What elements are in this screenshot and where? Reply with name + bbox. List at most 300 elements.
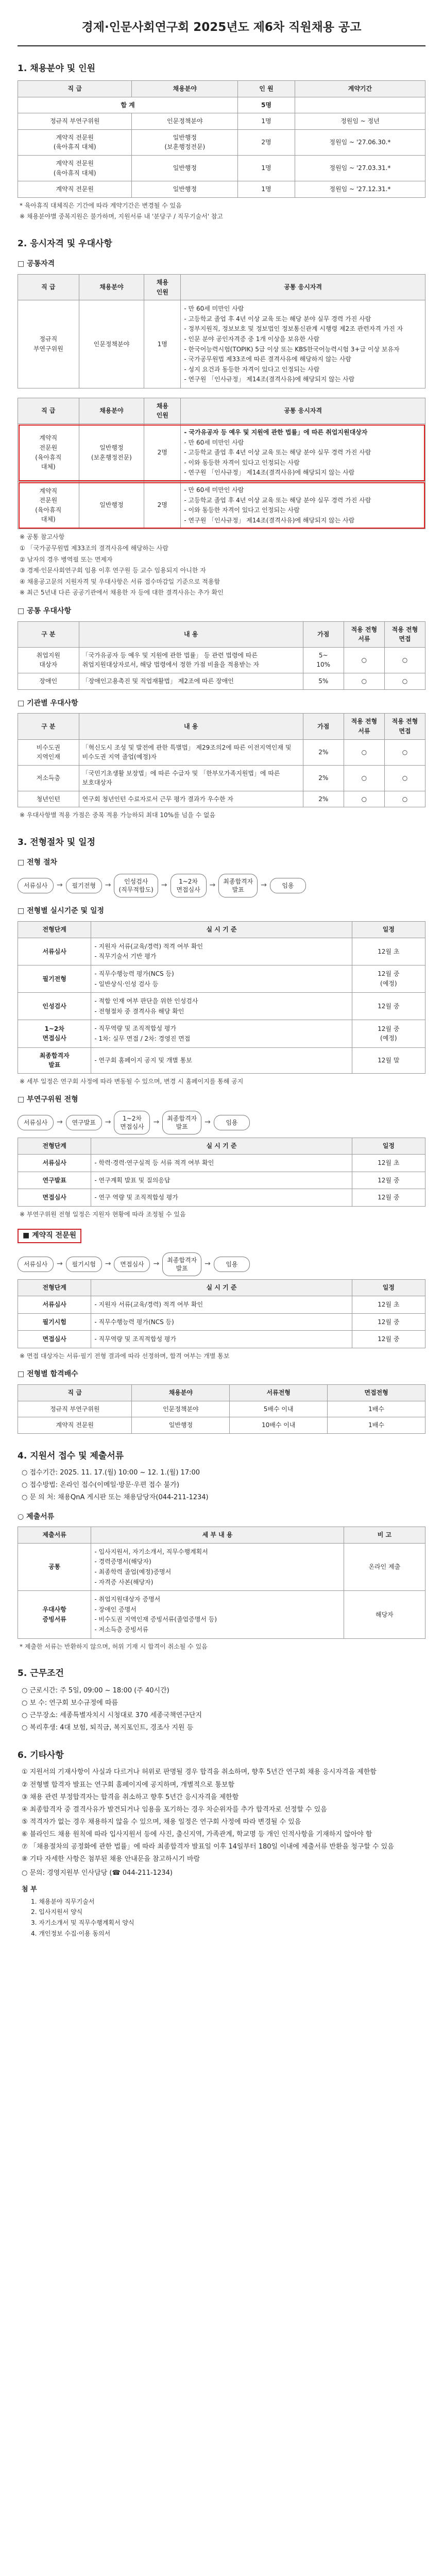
th-c-date: 일정 <box>352 1280 425 1296</box>
table-cell: 계약직 전문원 (육아휴직 대체) <box>18 155 132 181</box>
criteria-cell <box>91 1189 352 1207</box>
table-cell: 1명 <box>238 181 295 198</box>
th-q2-field: 채용분야 <box>79 398 144 423</box>
research-flow <box>18 1111 425 1134</box>
criteria-list <box>94 1024 348 1043</box>
arrow-icon: → <box>153 1260 160 1268</box>
multiplier-heading: □ 전형별 합격배수 <box>18 1370 78 1379</box>
notice-item: ② 전형별 합격자 발표는 연구회 홈페이지에 공지하며, 개별적으로 통보함 <box>22 1781 235 1789</box>
doc-list <box>94 1595 340 1634</box>
table-cell: 비수도권 지역인재 <box>18 739 79 765</box>
th-q-grade: 직 급 <box>18 274 79 300</box>
criteria-cell <box>91 1331 352 1348</box>
table-cell: 정규직 부연구위원 <box>18 113 132 130</box>
table-cell: 면접심사 <box>18 1189 91 1207</box>
note-line: ※ 최근 5년내 다른 공공기관에서 채용한 자 등에 대한 결격사유는 추가 확인 <box>20 589 224 597</box>
criteria-item: - 직무수행능력 평가(NCS 등) <box>94 1317 348 1327</box>
table-row <box>18 1543 425 1590</box>
table-cell: 정규직 부연구위원 <box>18 1401 132 1417</box>
info-line: ○ 문 의 처: 채용QnA 게시판 또는 채용담당자(044-211-1234) <box>22 1494 209 1502</box>
th-p-int: 적용 전형 면접 <box>384 621 425 647</box>
table-cell: 저소득층 <box>18 765 79 791</box>
total-count: 5명 <box>238 97 295 113</box>
contract-table <box>18 1279 425 1348</box>
table-row <box>18 1020 425 1047</box>
th-m-doc: 서류전형 <box>230 1385 328 1401</box>
q3-count: 2명 <box>144 482 181 529</box>
table-cell: 12월 중 (예정) <box>352 965 425 992</box>
criteria-cell <box>91 938 352 965</box>
table-row <box>18 673 425 690</box>
doc-item: - 취업지원대상자 증명서 <box>94 1595 340 1604</box>
note-line: ① 「국가공무원법 제33조의 결격사유에 해당하는 사람 <box>20 545 168 552</box>
criteria-item: - 직무수행능력 평가(NCS 등) <box>94 969 348 979</box>
table-row <box>18 993 425 1020</box>
process-step: 1~2차 면접심사 <box>114 1111 150 1134</box>
table-cell: 공통 <box>18 1543 91 1590</box>
arrow-icon: → <box>105 881 111 890</box>
table-cell: 12월 중 <box>352 1313 425 1331</box>
th-field: 채용분야 <box>132 80 238 97</box>
arrow-icon: → <box>153 1118 160 1127</box>
table-row <box>18 1189 425 1207</box>
table-cell: 12월 중 <box>352 1189 425 1207</box>
table-cell: 5배수 이내 <box>230 1401 328 1417</box>
arrow-icon: → <box>209 881 216 890</box>
note-line: * 육아휴직 대체직은 기간에 따라 계약기간은 변경될 수 있음 <box>20 201 182 209</box>
process-step: 서류심사 <box>18 1257 54 1272</box>
table-cell: ○ <box>384 765 425 791</box>
table-cell: 면접심사 <box>18 1331 91 1348</box>
criteria-item: - 1차: 실무 면접 / 2차: 경영진 면접 <box>94 1034 348 1044</box>
arrow-icon: → <box>205 1118 211 1127</box>
qual-item: - 연구원 「인사규정」 제14조(결격사유)에 해당되지 않는 사람 <box>184 468 422 478</box>
table-cell: 12월 초 <box>352 1154 425 1172</box>
criteria-cell <box>91 993 352 1020</box>
contract-flow <box>18 1252 425 1276</box>
schedule-note: ※ 세부 일정은 연구회 사정에 따라 변동될 수 있으며, 변경 시 홈페이지를 통해 공지 <box>20 1077 244 1085</box>
criteria-list <box>94 1317 348 1327</box>
process-step: 임용 <box>270 878 306 893</box>
info-line: ○ 접수기간: 2025. 11. 17.(월) 10:00 ~ 12. 1.(월) 17:00 <box>22 1469 200 1477</box>
table-cell: 연구회 청년인턴 수료자로서 근무 평가 결과가 우수한 자 <box>79 791 303 807</box>
th-s-criteria: 실 시 기 준 <box>91 922 352 938</box>
th-count: 인 원 <box>238 80 295 97</box>
th-r-stage: 전형단계 <box>18 1138 91 1155</box>
attachment-item: 2. 입사지원서 양식 <box>31 1908 83 1916</box>
notice-item: ④ 최종합격자 중 결격사유가 발견되거나 임용을 포기하는 경우 차순위자를 추가 합격자로 선정할 수 있음 <box>22 1805 327 1814</box>
criteria-list <box>94 969 348 989</box>
table-cell: 일반행정 <box>132 155 238 181</box>
table-cell: ○ <box>344 791 384 807</box>
table-row <box>18 965 425 992</box>
th-m-int: 면접전형 <box>328 1385 425 1401</box>
table-cell: 필기시험 <box>18 1313 91 1331</box>
process-step: 서류심사 <box>18 878 54 893</box>
table-cell: 1배수 <box>328 1417 425 1434</box>
table-row <box>18 181 425 198</box>
qual-item: - 연구원 「인사규정」 제14조(결격사유)에 해당되지 않는 사람 <box>184 375 422 384</box>
table-cell: 12월 말 <box>352 1047 425 1073</box>
table-cell: 2% <box>303 739 344 765</box>
table-cell: 정원임 ~ '27.12.31.* <box>295 181 425 198</box>
th-s-date: 일정 <box>352 922 425 938</box>
table-cell: ○ <box>344 673 384 690</box>
table-cell: 온라인 제출 <box>344 1543 425 1590</box>
table-cell: 12월 중 (예정) <box>352 1020 425 1047</box>
criteria-item: - 직무역량 및 조직적합성 평가 <box>94 1334 348 1344</box>
doc-item: - 입사지원서, 자기소개서, 직무수행계획서 <box>94 1547 340 1557</box>
th-q-count: 채용 인원 <box>144 274 181 300</box>
section-3-heading: 3. 전형절차 및 일정 <box>18 837 95 848</box>
qual-item: - 국가공무원법 제33조에 따른 결격사유에 해당하지 않는 사람 <box>184 354 422 364</box>
info-line: ○ 복리후생: 4대 보험, 퇴직금, 복지포인트, 경조사 지원 등 <box>22 1723 194 1732</box>
th-p-doc: 적용 전형 서류 <box>344 621 384 647</box>
table-cell: 일반행정 (보훈행정전문) <box>132 129 238 155</box>
inst-pref-table <box>18 713 425 807</box>
process-step: 최종합격자 발표 <box>218 874 258 897</box>
qual-item: - 만 60세 미만인 사람 <box>184 304 422 314</box>
table-cell: 최종합격자 발표 <box>18 1047 91 1073</box>
recruit-table <box>18 80 425 198</box>
table-cell: 1명 <box>238 155 295 181</box>
doc-item: - 저소득층 증빙서류 <box>94 1625 340 1635</box>
process-step: 1~2차 면접심사 <box>171 874 207 897</box>
table-cell: ○ <box>384 739 425 765</box>
table-row <box>18 739 425 765</box>
table-cell: 2명 <box>238 129 295 155</box>
criteria-item: - 일반상식·인성 검사 등 <box>94 979 348 989</box>
q3-field: 일반행정 <box>79 482 144 529</box>
doc-item: - 최종학력 졸업(예정)증명서 <box>94 1567 340 1577</box>
arrow-icon: → <box>57 1118 63 1127</box>
research-heading: □ 부연구위원 전형 <box>18 1095 78 1104</box>
table-row <box>18 1401 425 1417</box>
docs-heading: ○ 제출서류 <box>18 1512 55 1521</box>
doc-cell <box>91 1543 344 1590</box>
th-m-grade: 직 급 <box>18 1385 132 1401</box>
table-cell: 「국민기초생활 보장법」에 따른 수급자 및 「한부모가족지원법」에 따른 보호대상자 <box>79 765 303 791</box>
table-row <box>18 1313 425 1331</box>
table-cell: 1배수 <box>328 1401 425 1417</box>
th-i-content: 내 용 <box>79 714 303 739</box>
table-row <box>18 129 425 155</box>
th-s-stage: 전형단계 <box>18 922 91 938</box>
process-flow <box>18 874 425 897</box>
table-cell: ○ <box>344 647 384 673</box>
table-cell: ○ <box>344 739 384 765</box>
th-i-int: 적용 전형 면접 <box>384 714 425 739</box>
table-row <box>18 647 425 673</box>
criteria-item: - 직무기술서 기반 평가 <box>94 952 348 961</box>
criteria-list <box>94 1056 348 1065</box>
research-note: ※ 부연구위원 전형 일정은 지원자 현황에 따라 조정될 수 있음 <box>20 1210 186 1218</box>
arrow-icon: → <box>57 1260 63 1268</box>
q3-grade: 계약직 전문원 (육아휴직 대체) <box>18 482 79 529</box>
criteria-cell <box>91 1020 352 1047</box>
arrow-icon: → <box>261 881 267 890</box>
schedule-heading: □ 전형별 실시기준 및 일정 <box>18 907 104 916</box>
doc-cell <box>91 1591 344 1638</box>
criteria-item: - 지원자 서류(교육/경력) 적격 여부 확인 <box>94 1300 348 1310</box>
th-d-detail: 세 부 내 용 <box>91 1527 344 1544</box>
criteria-item: - 지원자 서류(교육/경력) 적격 여부 확인 <box>94 942 348 952</box>
process-step: 인성검사 (직무적합도) <box>114 874 158 897</box>
attachment-item: 4. 개인정보 수집·이용 동의서 <box>31 1929 111 1937</box>
doc-item: - 자격증 사본(해당자) <box>94 1578 340 1587</box>
info-line: ○ 보 수: 연구회 보수규정에 따름 <box>22 1699 118 1707</box>
info-line: ○ 근로시간: 주 5일, 09:00 ~ 18:00 (주 40시간) <box>22 1686 169 1694</box>
criteria-item: - 전형절차 중 결격사유 해당 확인 <box>94 1007 348 1016</box>
table-cell: 서류심사 <box>18 1296 91 1313</box>
table-cell: 우대사항 증빙서류 <box>18 1591 91 1638</box>
table-row <box>18 1154 425 1172</box>
criteria-item: - 연구 역량 및 조직적합성 평가 <box>94 1193 348 1202</box>
inst-pref-heading: □ 기관별 우대사항 <box>18 699 78 707</box>
criteria-list <box>94 1176 348 1185</box>
qual-item: - 이와 동등한 자격이 있다고 인정되는 사람 <box>184 505 422 515</box>
pref-table <box>18 621 425 690</box>
th-p-name: 구 분 <box>18 621 79 647</box>
table-cell: 필기전형 <box>18 965 91 992</box>
common-qual-heading: □ 공통자격 <box>18 260 55 268</box>
process-step: 최종합격자 발표 <box>162 1252 201 1276</box>
table-cell: ○ <box>384 791 425 807</box>
table-cell: 장애인 <box>18 673 79 690</box>
th-q2-grade: 직 급 <box>18 398 79 423</box>
qual-item: - 고등학교 졸업 후 4년 이상 교육 또는 해당 분야 실무 경력 가진 사람 <box>184 314 422 324</box>
table-cell: 서류심사 <box>18 938 91 965</box>
info-line: ○ 접수방법: 온라인 접수(이메일·방문·우편 접수 불가) <box>22 1481 179 1489</box>
attach-title: 첨 부 <box>22 1885 37 1893</box>
th-r-date: 일정 <box>352 1138 425 1155</box>
contract-heading: ■ 계약직 전문원 <box>18 1229 81 1243</box>
qual-item: - 고등학교 졸업 후 4년 이상 교육 또는 해당 분야 실무 경력 가진 사람 <box>184 496 422 505</box>
table-row <box>18 1591 425 1638</box>
table-cell: 정원임 ~ '27.06.30.* <box>295 129 425 155</box>
note-line: ※ 채용분야별 중복지원은 불가하며, 지원서류 내 '분당구 / 직무기술서' 참고 <box>20 213 224 221</box>
th-c-stage: 전형단계 <box>18 1280 91 1296</box>
criteria-list <box>94 1334 348 1344</box>
arrow-icon: → <box>105 1260 111 1268</box>
qual-item: - 정부지원직, 정보보호 및 정보법인 정보통신관계 시행령 제2조 관련자격 가진 자 <box>184 324 422 334</box>
table-cell: 1~2차 면접심사 <box>18 1020 91 1047</box>
contract-note: ※ 면접 대상자는 서류·필기 전형 결과에 따라 선정하며, 합격 여부는 개별 통보 <box>20 1352 230 1360</box>
notice-item: ③ 채용 관련 부정합격자는 합격을 취소하고 향후 5년간 응시자격을 제한함 <box>22 1793 239 1801</box>
arrow-icon: → <box>105 1118 111 1127</box>
arrow-icon: → <box>161 881 167 890</box>
criteria-list <box>94 942 348 961</box>
criteria-list <box>94 1300 348 1310</box>
table-cell: ○ <box>384 647 425 673</box>
criteria-cell <box>91 1047 352 1073</box>
table-cell: 5~ 10% <box>303 647 344 673</box>
notice-item: ⑦ 「채용절차의 공정화에 관한 법률」에 따라 최종합격자 발표일 이후 14일부터 180일 이내에 제출서류 반환을 청구할 수 있음 <box>22 1843 394 1851</box>
arrow-icon: → <box>205 1260 211 1268</box>
table-cell: 2% <box>303 765 344 791</box>
criteria-list <box>94 996 348 1016</box>
process-step: 임용 <box>214 1257 250 1272</box>
th-i-doc: 적용 전형 서류 <box>344 714 384 739</box>
th-grade: 직 급 <box>18 80 132 97</box>
qual-item: - 연구원 「인사규정」 제14조(결격사유)에 해당되지 않는 사람 <box>184 516 422 526</box>
note-line: ② 남자의 경우 병역필 또는 면제자 <box>20 555 113 563</box>
doc-item: - 경력증명서(해당자) <box>94 1557 340 1567</box>
process-step: 필기전형 <box>66 878 102 893</box>
table-row <box>18 1296 425 1313</box>
process-step: 임용 <box>214 1115 250 1130</box>
table-cell: 「국가유공자 등 예우 및 지원에 관한 법률」 등 관련 법령에 따른 취업지원대상자로서, 해당 법령에서 정한 가점 비율을 적용받는 자 <box>79 647 303 673</box>
th-m-field: 채용분야 <box>132 1385 230 1401</box>
table-cell: 12월 중 <box>352 1331 425 1348</box>
table-cell: 12월 초 <box>352 938 425 965</box>
attachment-item: 1. 채용분야 직무기술서 <box>31 1897 95 1905</box>
notice-item: ① 지원서의 기재사항이 사실과 다르거나 허위로 판명될 경우 합격을 취소하며, 향후 5년간 연구회 채용 응시자격을 제한함 <box>22 1768 377 1776</box>
qual-table-contract <box>18 398 425 530</box>
table-cell: 일반행정 <box>132 1417 230 1434</box>
criteria-cell <box>91 1296 352 1313</box>
section-6-heading: 6. 기타사항 <box>18 1750 64 1761</box>
arrow-icon: → <box>57 881 63 890</box>
criteria-cell <box>91 1154 352 1172</box>
criteria-cell <box>91 965 352 992</box>
table-cell: 「장애인고용촉진 및 직업재활법」 제2조에 따른 장애인 <box>79 673 303 690</box>
th-q-qual: 공통 응시자격 <box>181 274 425 300</box>
criteria-item: - 적합 인재 여부 판단을 위한 인성검사 <box>94 996 348 1006</box>
research-table <box>18 1138 425 1206</box>
qual-item: - 이와 동등한 자격이 있다고 인정되는 사람 <box>184 458 422 468</box>
table-row <box>18 1331 425 1348</box>
doc-item: - 장애인 증명서 <box>94 1605 340 1615</box>
table-cell: 정원임 ~ '27.03.31.* <box>295 155 425 181</box>
table-cell: 「혁신도시 조성 및 발전에 관한 특별법」 제29조의2에 따른 이전지역인재 및 비수도권 지역 졸업(예정)자 <box>79 739 303 765</box>
table-cell: ○ <box>384 673 425 690</box>
criteria-cell <box>91 1172 352 1189</box>
note-line: ※ 공통 참고사항 <box>20 533 65 541</box>
table-cell: 12월 초 <box>352 1296 425 1313</box>
th-q2-qual: 공통 응시자격 <box>181 398 425 423</box>
total-label: 합 계 <box>18 97 238 113</box>
docs-note: * 제출한 서류는 반환하지 않으며, 허위 기재 시 합격이 취소될 수 있음 <box>20 1642 208 1650</box>
q1-count: 1명 <box>144 300 181 388</box>
q2-grade: 계약직 전문원 (육아휴직 대체) <box>18 424 79 482</box>
table-cell: 5% <box>303 673 344 690</box>
table-row <box>18 1417 425 1434</box>
th-r-criteria: 실 시 기 준 <box>91 1138 352 1155</box>
info-line: ○ 근무장소: 세종특별자치시 시청대로 370 세종국책연구단지 <box>22 1711 202 1719</box>
table-cell: 1명 <box>238 113 295 130</box>
notice-item: ⑥ 블라인드 채용 원칙에 따라 입사지원서 등에 사진, 출신지역, 가족관계, 학교명 등 개인 인적사항을 기재하지 않아야 함 <box>22 1831 372 1839</box>
q2-field: 일반행정 (보훈행정전문) <box>79 424 144 482</box>
process-step: 서류심사 <box>18 1115 54 1130</box>
table-cell: 인문정책분야 <box>132 1401 230 1417</box>
section-5-heading: 5. 근무조건 <box>18 1668 64 1679</box>
schedule-table <box>18 921 425 1074</box>
process-step: 면접심사 <box>114 1257 150 1272</box>
table-cell: 서류심사 <box>18 1154 91 1172</box>
doc-list <box>94 1547 340 1587</box>
q2-count: 2명 <box>144 424 181 482</box>
criteria-list <box>94 1193 348 1202</box>
table-cell: 취업지원 대상자 <box>18 647 79 673</box>
th-d-remark: 비 고 <box>344 1527 425 1544</box>
criteria-cell <box>91 1313 352 1331</box>
th-i-point: 가점 <box>303 714 344 739</box>
page-title: 경제·인문사회연구회 2025년도 제6차 직원채용 공고 <box>18 13 425 46</box>
th-p-content: 내 용 <box>79 621 303 647</box>
notice-item: ⑤ 적격자가 없는 경우 채용하지 않을 수 있으며, 채용 일정은 연구회 사정에 따라 변경될 수 있음 <box>22 1818 301 1826</box>
section-4-heading: 4. 지원서 접수 및 제출서류 <box>18 1450 124 1461</box>
table-cell: 계약직 전문원 <box>18 181 132 198</box>
q1-grade: 정규직 부연구위원 <box>18 300 79 388</box>
table-row <box>18 155 425 181</box>
table-cell: 해당자 <box>344 1591 425 1638</box>
table-cell: 10배수 이내 <box>230 1417 328 1434</box>
criteria-list <box>94 1158 348 1168</box>
criteria-item: - 학력·경력·연구실적 등 서류 적격 여부 확인 <box>94 1158 348 1168</box>
qual-table <box>18 274 425 388</box>
notice-item: ⑧ 기타 자세한 사항은 첨부된 채용 안내문을 참고하시기 바람 <box>22 1855 200 1863</box>
table-cell: 2% <box>303 791 344 807</box>
process-step: 최종합격자 발표 <box>162 1111 201 1134</box>
table-row <box>18 791 425 807</box>
criteria-item: - 연구계획 발표 및 질의응답 <box>94 1176 348 1185</box>
th-p-point: 가점 <box>303 621 344 647</box>
th-period: 계약기간 <box>295 80 425 97</box>
table-cell: 인성검사 <box>18 993 91 1020</box>
table-cell: 12월 중 <box>352 993 425 1020</box>
qual-item: - 만 60세 미만인 사람 <box>184 485 422 495</box>
table-cell: 계약직 전문원 <box>18 1417 132 1434</box>
doc-item: - 비수도권 지역인재 증빙서류(졸업증명서 등) <box>94 1615 340 1624</box>
table-row <box>18 1047 425 1073</box>
criteria-item: - 직무역량 및 조직적합성 평가 <box>94 1024 348 1033</box>
table-cell: 일반행정 <box>132 181 238 198</box>
qual-item: - 성지 요건과 동등한 자격이 있다고 인정되는 사람 <box>184 365 422 375</box>
table-row <box>18 938 425 965</box>
section-2-heading: 2. 응시자격 및 우대사항 <box>18 238 112 249</box>
th-i-name: 구 분 <box>18 714 79 739</box>
multiplier-table <box>18 1384 425 1434</box>
table-cell: 계약직 전문원 (육아휴직 대체) <box>18 129 132 155</box>
criteria-item: - 연구회 홈페이지 공지 및 개별 통보 <box>94 1056 348 1065</box>
qual-item: - 만 60세 미만인 사람 <box>184 438 422 448</box>
th-q-field: 채용분야 <box>79 274 144 300</box>
process-step: 연구발표 <box>66 1115 102 1130</box>
q1-field: 인문정책분야 <box>79 300 144 388</box>
th-q2-count: 채용 인원 <box>144 398 181 423</box>
table-cell: 정원임 ~ 정년 <box>295 113 425 130</box>
table-row <box>18 113 425 130</box>
table-cell: 인문정책분야 <box>132 113 238 130</box>
section-1-heading: 1. 채용분야 및 인원 <box>18 63 95 74</box>
inst-note: ※ 우대사항별 적용 가점은 중복 적용 가능하되 최대 10%를 넘을 수 없음 <box>20 811 216 819</box>
table-cell: 청년인턴 <box>18 791 79 807</box>
qual-item: - 인문 분야 공인자격증 중 1개 이상을 보유한 사람 <box>184 334 422 344</box>
th-c-criteria: 실 시 기 준 <box>91 1280 352 1296</box>
qual-item: - 한국어능력시험(TOPIK) 5급 이상 또는 KBS한국어능력시험 3+급 이상 보유자 <box>184 345 422 354</box>
table-cell: ○ <box>344 765 384 791</box>
table-cell: 연구발표 <box>18 1172 91 1189</box>
table-cell: 12월 중 <box>352 1172 425 1189</box>
table-row <box>18 765 425 791</box>
contact-line: ○ 문의: 경영지원부 인사담당 (☎ 044-211-1234) <box>22 1869 173 1877</box>
qual-item: - 고등학교 졸업 후 4년 이상 교육 또는 해당 분야 실무 경력 가진 사람 <box>184 448 422 457</box>
table-row <box>18 1172 425 1189</box>
pref-heading: □ 공통 우대사항 <box>18 606 72 615</box>
note-line: ③ 경제·인문사회연구회 임용 이후 연구원 등 교수 임용되지 아니한 자 <box>20 567 206 574</box>
attachment-item: 3. 자기소개서 및 직무수행계획서 양식 <box>31 1919 134 1927</box>
